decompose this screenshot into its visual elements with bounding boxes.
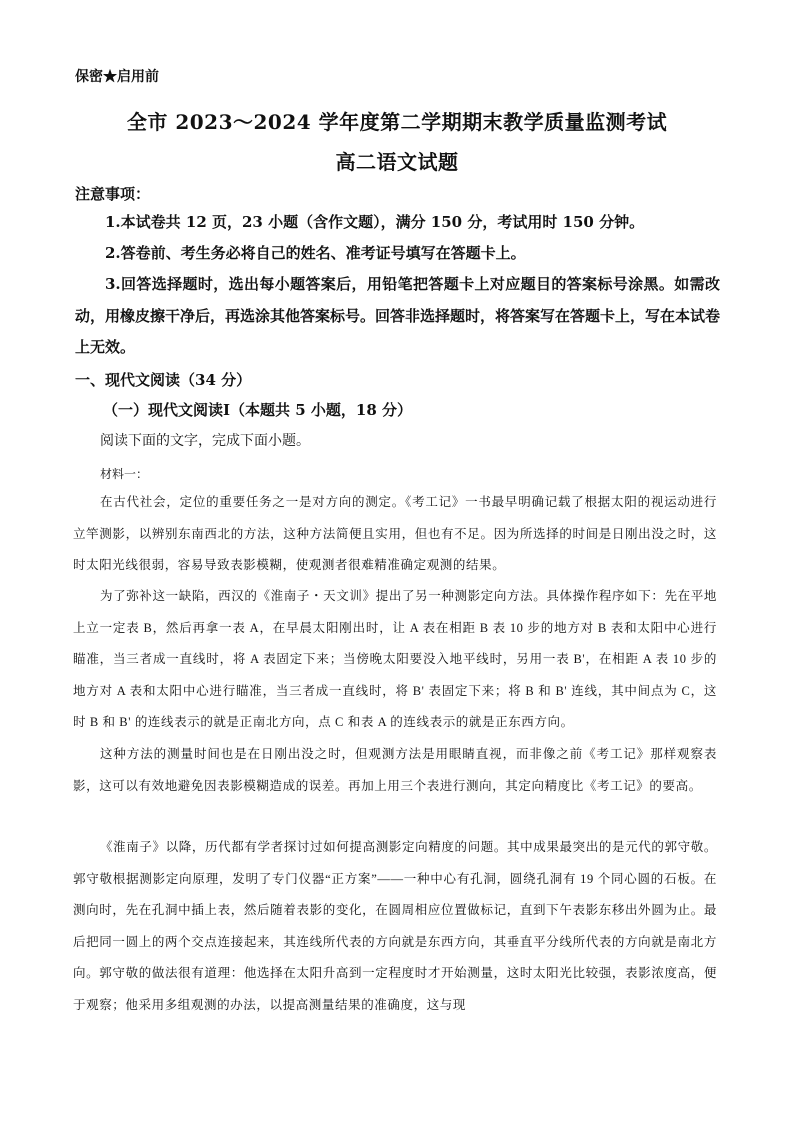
notice-item-3: 3.回答选择题时，选出每小题答案后，用铅笔把答题卡上对应题目的答案标号涂黑。如需改动，用橡皮擦干净后，再选涂其他答案标号。回答非选择题时，将答案写在答题卡上，写在本试卷上无效。 [75,275,721,356]
subsection-title: （一）现代文阅读Ⅰ（本题共 5 小题，18 分） [103,401,412,419]
notice-item-1: 1.本试卷共 12 页，23 小题（含作文题），满分 150 分，考试用时 150 分钟。 [105,213,645,231]
notice-item-2: 2.答卷前、考生务必将自己的姓名、准考证号填写在答题卡上。 [105,244,526,262]
section-title: 一、现代文阅读（34 分） [75,371,252,389]
paragraph-3: 这种方法的测量时间也是在日刚出没之时，但观测方法是用眼睛直视，而非像之前《考工记》那样观察表影，这可以有效地避免因表影模糊造成的误差。再加上用三个表进行测向，其定向精度比《考工记》的要高。 [73,747,717,793]
paragraph-1: 在古代社会，定位的重要任务之一是对方向的测定。《考工记》一书最早明确记载了根据太阳的视运动进行立竿测影，以辨别东南西北的方法，这种方法简便且实用，但也有不足。因为所选择的时间是日刚出没之时，这时太阳光线很弱，容易导致表影模糊，使观测者很难精准确定观测的结果。 [73,495,717,572]
exam-title: 全市 2023～2024 学年度第二学期期末教学质量监测考试 [126,110,668,134]
secret-label: 保密★启用前 [75,69,159,85]
notice-heading: 注意事项： [75,185,151,203]
subject-title: 高二语文试题 [335,150,459,174]
reading-instruction: 阅读下面的文字，完成下面小题。 [100,434,310,449]
paragraph-2: 为了弥补这一缺陷，西汉的《淮南子・天文训》提出了另一种测影定向方法。具体操作程序如下：先在平地上立一定表 B，然后再拿一表 A，在早晨太阳刚出时，让 A 表在相距 B 表 10 步的地方对 B 表和太阳中心进行瞄准，当三者成一直线时，将 A 表固定下来；当傍晚太阳要没入地平线时，另用一表 B'，在相距 A 表 10 步的地方对 A 表和太阳中心进行瞄准，当三者成一直线时，将 B' 表固定下来；将 B 和 B' 连线，其中间点为 C，这时 B 和 B' 的连线表示的就是正南北方向，点 C 和表 A 的连线表示的就是正东西方向。 [73,589,717,729]
paragraph-4: 《淮南子》以降，历代都有学者探讨过如何提高测影定向精度的问题。其中成果最突出的是元代的郭守敬。郭守敬根据测影定向原理，发明了专门仪器“正方案”——一种中心有孔洞，圆绕孔洞有 19 个同心圆的石板。在测向时，先在孔洞中插上表，然后随着表影的变化，在圆周相应位置做标记，直到下午表影东移出外圆为止。最后把同一圆上的两个交点连接起来，其连线所代表的方向就是东西方向，其垂直平分线所代表的方向就是南北方向。郭守敬的做法很有道理：他选择在太阳升高到一定程度时才开始测量，这时太阳光比较强，表影浓度高，便于观察；他采用多组观测的办法，以提高测量结果的准确度，这与现 [73,840,717,1012]
material-label: 材料一： [100,467,149,481]
